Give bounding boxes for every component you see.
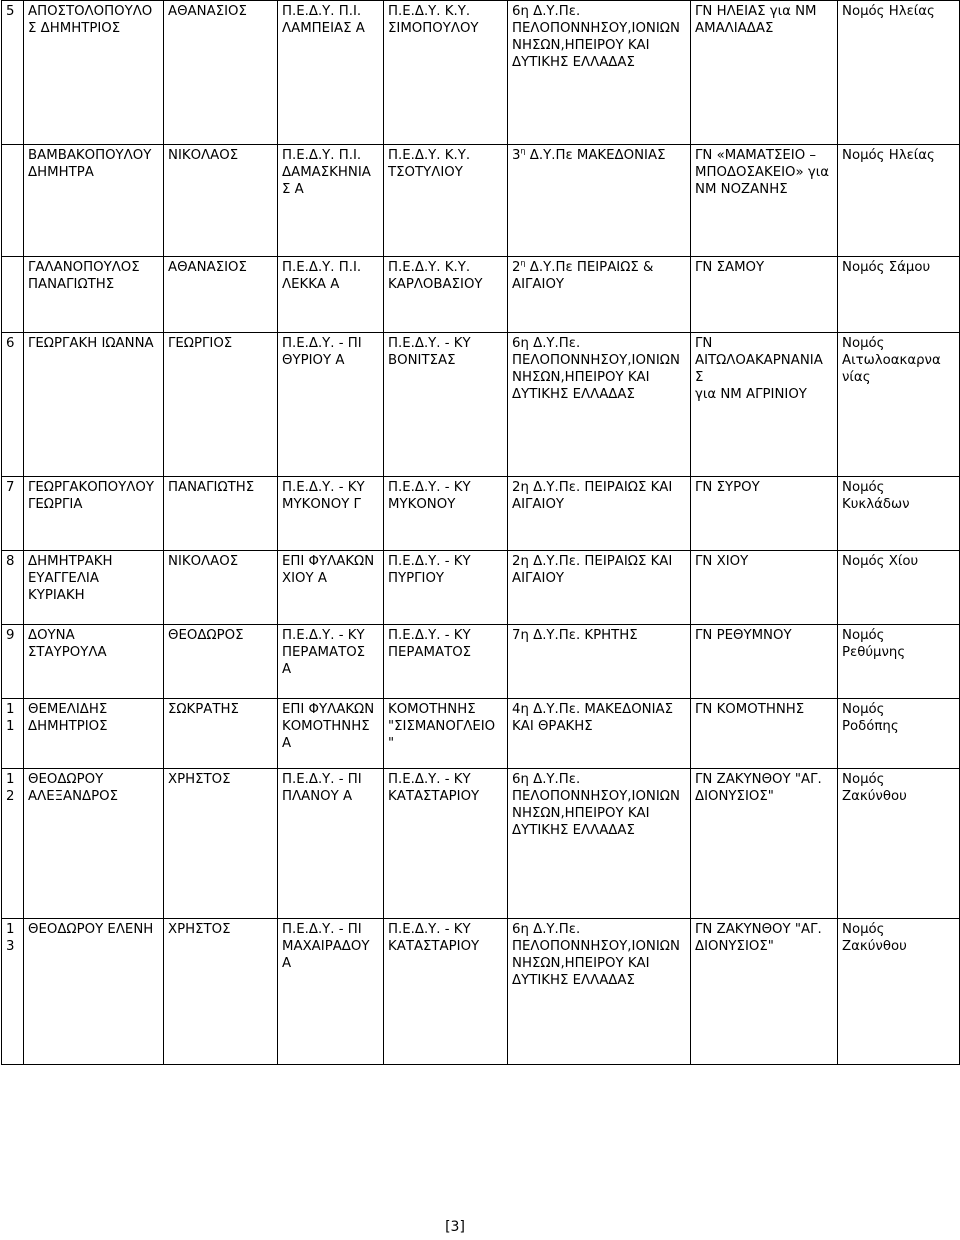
destination-unit-cell: Π.Ε.Δ.Υ. Κ.Υ. ΣΙΜΟΠΟΥΛΟΥ [384,1,508,145]
health-region-cell: 7η Δ.Υ.Πε. ΚΡΗΤΗΣ [508,625,691,699]
table-row [2,625,960,699]
prefecture-cell: Νομός Κυκλάδων [838,477,960,551]
table-row [2,333,960,477]
origin-unit-cell: ΕΠΙ ΦΥΛΑΚΩΝ ΧΙΟΥ Α [278,551,384,625]
health-region-cell: 6η Δ.Υ.Πε. ΠΕΛΟΠΟΝΝΗΣΟΥ,ΙΟΝΙΩΝ ΝΗΣΩΝ,ΗΠΕΙΡΟΥ ΚΑΙ ΔΥΤΙΚΗΣ ΕΛΛΑΔΑΣ [508,333,691,477]
table-row [2,1,960,145]
table-row [2,699,960,769]
hospital-cell: ΓΝ ΣΑΜΟΥ [691,257,838,333]
table-row [2,769,960,919]
origin-unit-cell: Π.Ε.Δ.Υ. Π.Ι. ΛΕΚΚΑ Α [278,257,384,333]
origin-unit-cell: Π.Ε.Δ.Υ. Π.Ι. ΔΑΜΑΣΚΗΝΙΑ Σ Α [278,145,384,257]
father-name-cell: ΑΘΑΝΑΣΙΟΣ [164,257,278,333]
row-number-cell: 11 [2,699,24,769]
origin-unit-cell: Π.Ε.Δ.Υ. Π.Ι. ΛΑΜΠΕΙΑΣ Α [278,1,384,145]
destination-unit-cell: Π.Ε.Δ.Υ. - ΚΥ ΜΥΚΟΝΟΥ [384,477,508,551]
father-name-cell: ΝΙΚΟΛΑΟΣ [164,551,278,625]
row-number-cell: 7 [2,477,24,551]
table-row [2,551,960,625]
prefecture-cell: Νομός Αιτωλοακαρνα νίας [838,333,960,477]
destination-unit-cell: Π.Ε.Δ.Υ. - ΚΥ ΚΑΤΑΣΤΑΡΙΟΥ [384,769,508,919]
origin-unit-cell: Π.Ε.Δ.Υ. - ΠΙ ΜΑΧΑΙΡΑΔΟΥ Α [278,919,384,1065]
page-number: [3] [445,1219,465,1235]
origin-unit-cell: Π.Ε.Δ.Υ. - ΠΙ ΠΛΑΝΟΥ Α [278,769,384,919]
full-name-cell: ΔΗΜΗΤΡΑΚΗ ΕΥΑΓΓΕΛΙΑ ΚΥΡΙΑΚΗ [24,551,164,625]
hospital-cell: ΓΝ ΧΙΟΥ [691,551,838,625]
health-region-cell: 2η Δ.Υ.Πε. ΠΕΙΡΑΙΩΣ ΚΑΙ ΑΙΓΑΙΟΥ [508,551,691,625]
prefecture-cell: Νομός Ζακύνθου [838,919,960,1065]
table-row [2,919,960,1065]
table-row [2,257,960,333]
prefecture-cell: Νομός Σάμου [838,257,960,333]
destination-unit-cell: ΚΟΜΟΤΗΝΗΣ "ΣΙΣΜΑΝΟΓΛΕΙΟ" [384,699,508,769]
full-name-cell: ΓΕΩΡΓΑΚΗ ΙΩΑΝΝΑ [24,333,164,477]
father-name-cell: ΠΑΝΑΓΙΩΤΗΣ [164,477,278,551]
full-name-cell: ΒΑΜΒΑΚΟΠΟΥΛΟΥ ΔΗΜΗΤΡΑ [24,145,164,257]
row-number-cell: 13 [2,919,24,1065]
full-name-cell: ΑΠΟΣΤΟΛΟΠΟΥΛΟ Σ ΔΗΜΗΤΡΙΟΣ [24,1,164,145]
full-name-cell: ΘΕΟΔΩΡΟΥ ΕΛΕΝΗ [24,919,164,1065]
prefecture-cell: Νομός Ρεθύμνης [838,625,960,699]
table-row [2,477,960,551]
health-region-cell: 6η Δ.Υ.Πε. ΠΕΛΟΠΟΝΝΗΣΟΥ,ΙΟΝΙΩΝ ΝΗΣΩΝ,ΗΠΕΙΡΟΥ ΚΑΙ ΔΥΤΙΚΗΣ ΕΛΛΑΔΑΣ [508,1,691,145]
full-name-cell: ΔΟΥΝΑ ΣΤΑΥΡΟΥΛΑ [24,625,164,699]
destination-unit-cell: Π.Ε.Δ.Υ. Κ.Υ. ΚΑΡΛΟΒΑΣΙΟΥ [384,257,508,333]
hospital-cell: ΓΝ «ΜΑΜΑΤΣΕΙΟ – ΜΠΟΔΟΣΑΚΕΙΟ» για ΝΜ ΝΟΖΑΝΗΣ [691,145,838,257]
full-name-cell: ΘΕΟΔΩΡΟΥ ΑΛΕΞΑΝΔΡΟΣ [24,769,164,919]
row-number-cell [2,257,24,333]
prefecture-cell: Νομός Ροδόπης [838,699,960,769]
father-name-cell: ΓΕΩΡΓΙΟΣ [164,333,278,477]
destination-unit-cell: Π.Ε.Δ.Υ. - ΚΥ ΠΕΡΑΜΑΤΟΣ [384,625,508,699]
origin-unit-cell: Π.Ε.Δ.Υ. - ΚΥ ΜΥΚΟΝΟΥ Γ [278,477,384,551]
row-number-cell [2,145,24,257]
row-number-cell: 12 [2,769,24,919]
origin-unit-cell: Π.Ε.Δ.Υ. - ΚΥ ΠΕΡΑΜΑΤΟΣ Α [278,625,384,699]
health-region-cell: 2η Δ.Υ.Πε. ΠΕΙΡΑΙΩΣ ΚΑΙ ΑΙΓΑΙΟΥ [508,477,691,551]
health-region-cell: $3^\eta$ Δ.Υ.Πε ΜΑΚΕΔΟΝΙΑΣ [508,145,691,257]
hospital-cell: ΓΝ ΗΛΕΙΑΣ για ΝΜ ΑΜΑΛΙΑΔΑΣ [691,1,838,145]
row-number-cell: 5 [2,1,24,145]
health-region-cell: $2^\eta$ Δ.Υ.Πε ΠΕΙΡΑΙΩΣ & ΑΙΓΑΙΟΥ [508,257,691,333]
hospital-cell: ΓΝ ΖΑΚΥΝΘΟΥ "ΑΓ. ΔΙΟΝΥΣΙΟΣ" [691,769,838,919]
hospital-cell: ΓΝ ΣΥΡΟΥ [691,477,838,551]
table-row [2,145,960,257]
father-name-cell: ΣΩΚΡΑΤΗΣ [164,699,278,769]
hospital-cell: ΓΝ ΑΙΤΩΛΟΑΚΑΡΝΑΝΙΑΣ για ΝΜ ΑΓΡΙΝΙΟΥ [691,333,838,477]
hospital-cell: ΓΝ ΡΕΘΥΜΝΟΥ [691,625,838,699]
father-name-cell: ΑΘΑΝΑΣΙΟΣ [164,1,278,145]
destination-unit-cell: Π.Ε.Δ.Υ. - ΚΥ ΚΑΤΑΣΤΑΡΙΟΥ [384,919,508,1065]
father-name-cell: ΝΙΚΟΛΑΟΣ [164,145,278,257]
origin-unit-cell: Π.Ε.Δ.Υ. - ΠΙ ΘΥΡΙΟΥ Α [278,333,384,477]
prefecture-cell: Νομός Χίου [838,551,960,625]
row-number-cell: 6 [2,333,24,477]
destination-unit-cell: Π.Ε.Δ.Υ. Κ.Υ. ΤΣΟΤΥΛΙΟΥ [384,145,508,257]
father-name-cell: ΘΕΟΔΩΡΟΣ [164,625,278,699]
assignment-table [1,0,960,1065]
health-region-cell: 6η Δ.Υ.Πε. ΠΕΛΟΠΟΝΝΗΣΟΥ,ΙΟΝΙΩΝ ΝΗΣΩΝ,ΗΠΕΙΡΟΥ ΚΑΙ ΔΥΤΙΚΗΣ ΕΛΛΑΔΑΣ [508,919,691,1065]
health-region-cell: 4η Δ.Υ.Πε. ΜΑΚΕΔΟΝΙΑΣ ΚΑΙ ΘΡΑΚΗΣ [508,699,691,769]
origin-unit-cell: ΕΠΙ ΦΥΛΑΚΩΝ ΚΟΜΟΤΗΝΗΣ Α [278,699,384,769]
health-region-cell: 6η Δ.Υ.Πε. ΠΕΛΟΠΟΝΝΗΣΟΥ,ΙΟΝΙΩΝ ΝΗΣΩΝ,ΗΠΕΙΡΟΥ ΚΑΙ ΔΥΤΙΚΗΣ ΕΛΛΑΔΑΣ [508,769,691,919]
destination-unit-cell: Π.Ε.Δ.Υ. - ΚΥ ΒΟΝΙΤΣΑΣ [384,333,508,477]
row-number-cell: 9 [2,625,24,699]
row-number-cell: 8 [2,551,24,625]
father-name-cell: ΧΡΗΣΤΟΣ [164,919,278,1065]
full-name-cell: ΓΕΩΡΓΑΚΟΠΟΥΛΟΥ ΓΕΩΡΓΙΑ [24,477,164,551]
father-name-cell: ΧΡΗΣΤΟΣ [164,769,278,919]
prefecture-cell: Νομός Ζακύνθου [838,769,960,919]
full-name-cell: ΓΑΛΑΝΟΠΟΥΛΟΣ ΠΑΝΑΓΙΩΤΗΣ [24,257,164,333]
prefecture-cell: Νομός Ηλείας [838,145,960,257]
full-name-cell: ΘΕΜΕΛΙΔΗΣ ΔΗΜΗΤΡΙΟΣ [24,699,164,769]
hospital-cell: ΓΝ ΖΑΚΥΝΘΟΥ "ΑΓ. ΔΙΟΝΥΣΙΟΣ" [691,919,838,1065]
destination-unit-cell: Π.Ε.Δ.Υ. - ΚΥ ΠΥΡΓΙΟΥ [384,551,508,625]
hospital-cell: ΓΝ ΚΟΜΟΤΗΝΗΣ [691,699,838,769]
prefecture-cell: Νομός Ηλείας [838,1,960,145]
